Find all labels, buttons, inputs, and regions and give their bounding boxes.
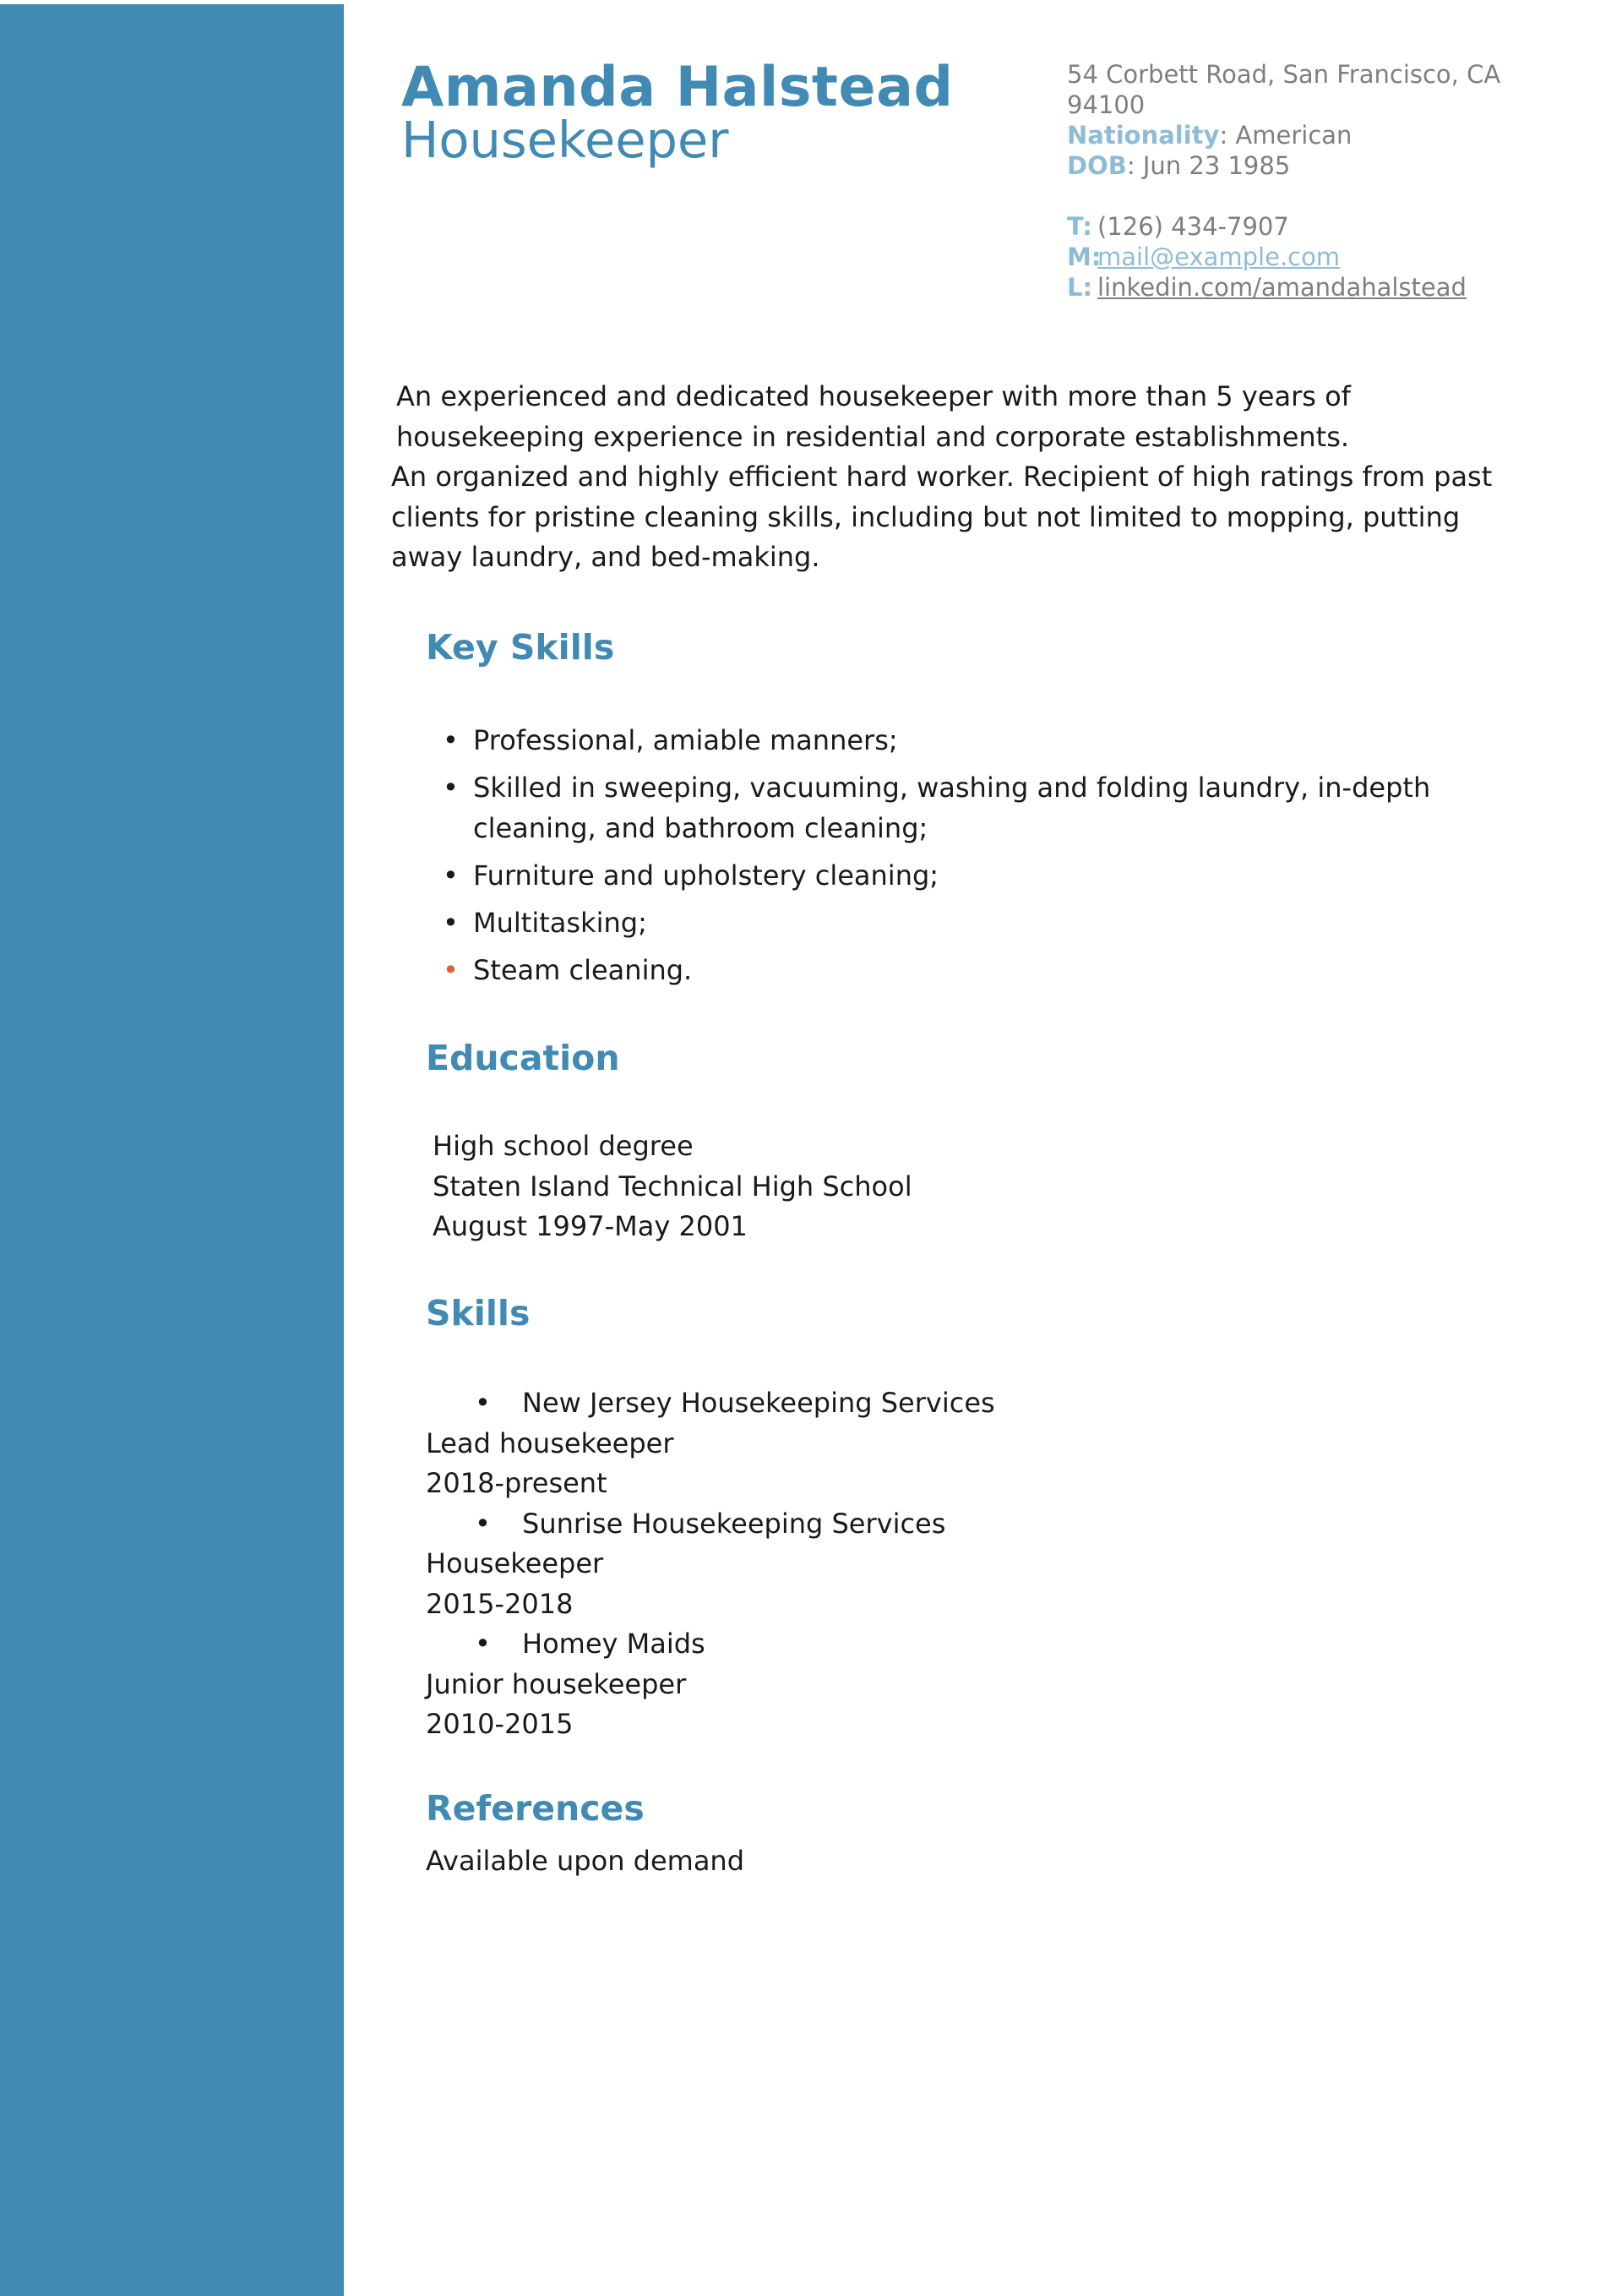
- job-company: [426, 1624, 995, 1665]
- bullet-icon: •: [443, 724, 459, 756]
- bullet-icon: •: [443, 907, 459, 939]
- bullet-icon: •: [475, 1507, 491, 1540]
- education-heading: Education: [426, 1038, 620, 1078]
- phone-value: (126) 434-7907: [1097, 212, 1289, 241]
- candidate-name: Amanda Halstead: [401, 56, 954, 119]
- list-item: [439, 720, 1521, 761]
- education-degree: High school degree: [433, 1130, 694, 1162]
- experience-block: [426, 1383, 995, 1745]
- key-skills-heading: Key Skills: [426, 627, 615, 668]
- contact-spacer: [1067, 181, 1523, 211]
- linkedin-link[interactable]: linkedin.com/amandahalstead: [1097, 273, 1467, 302]
- candidate-role: Housekeeper: [401, 111, 729, 169]
- bullet-icon: •: [443, 772, 459, 804]
- summary-section: [391, 377, 1515, 578]
- references-heading: References: [426, 1788, 645, 1829]
- dob-value: : Jun 23 1985: [1126, 151, 1291, 180]
- job-company-name: New Jersey Housekeeping Services: [522, 1387, 995, 1419]
- linkedin-row: [1067, 272, 1523, 303]
- bullet-icon: •: [443, 954, 459, 986]
- mail-label: M:: [1067, 243, 1102, 271]
- mail-link[interactable]: mail@example.com: [1097, 243, 1341, 271]
- job-company-name: Sunrise Housekeeping Services: [522, 1507, 946, 1540]
- mail-row: [1067, 242, 1523, 272]
- education-dates: August 1997-May 2001: [433, 1210, 748, 1242]
- dob-label: DOB: [1067, 151, 1127, 180]
- education-school: Staten Island Technical High School: [433, 1170, 912, 1203]
- job-dates: 2010-2015: [426, 1708, 574, 1740]
- list-item: [439, 950, 1521, 990]
- experience-heading: Skills: [426, 1293, 531, 1333]
- list-item: [439, 855, 1521, 896]
- phone-label: T:: [1067, 212, 1092, 241]
- list-item-text: Professional, amiable manners;: [473, 724, 898, 756]
- address-line-1: 54 Corbett Road, San Francisco, CA: [1067, 60, 1501, 89]
- references-text: Available upon demand: [426, 1845, 745, 1877]
- dob-row: [1067, 150, 1523, 181]
- nationality-value: : American: [1219, 121, 1353, 150]
- bullet-icon: •: [475, 1628, 491, 1660]
- key-skills-list: [439, 720, 1521, 997]
- nationality-label: Nationality: [1067, 121, 1220, 150]
- list-item: [439, 767, 1521, 848]
- job-company-name: Homey Maids: [522, 1628, 705, 1660]
- education-block: [433, 1126, 912, 1247]
- list-item-text: Steam cleaning.: [473, 954, 693, 986]
- address-line-2: 94100: [1067, 90, 1146, 119]
- job-dates: 2015-2018: [426, 1587, 574, 1620]
- nationality-row: [1067, 120, 1523, 150]
- bullet-icon: •: [475, 1387, 491, 1419]
- linkedin-label: L:: [1067, 273, 1093, 302]
- job-dates: 2018-present: [426, 1467, 607, 1499]
- job-title: Lead housekeeper: [426, 1426, 674, 1459]
- job-title: Junior housekeeper: [426, 1667, 687, 1700]
- list-item: [439, 903, 1521, 943]
- phone-row: [1067, 211, 1523, 242]
- summary-paragraph-2: An organized and highly efficient hard worker. Recipient of high ratings from past clients for pristine cleaning skills, including but not limited to mopping, putting away laundry, and bed-making.: [391, 461, 1493, 573]
- summary-paragraph-1: An experienced and dedicated housekeeper with more than 5 years of housekeeping experience in residential and corporate establishments.: [396, 380, 1351, 453]
- contact-block: [1067, 59, 1523, 303]
- job-company: [426, 1383, 995, 1424]
- bullet-icon: •: [443, 859, 459, 892]
- list-item-text: Multitasking;: [473, 907, 647, 939]
- job-title: Housekeeper: [426, 1547, 604, 1579]
- sidebar-band: [0, 4, 344, 2296]
- list-item-text: Skilled in sweeping, vacuuming, washing and folding laundry, in-depth cleaning, and bathroom cleaning;: [473, 772, 1431, 844]
- list-item-text: Furniture and upholstery cleaning;: [473, 859, 939, 892]
- job-company: [426, 1504, 995, 1545]
